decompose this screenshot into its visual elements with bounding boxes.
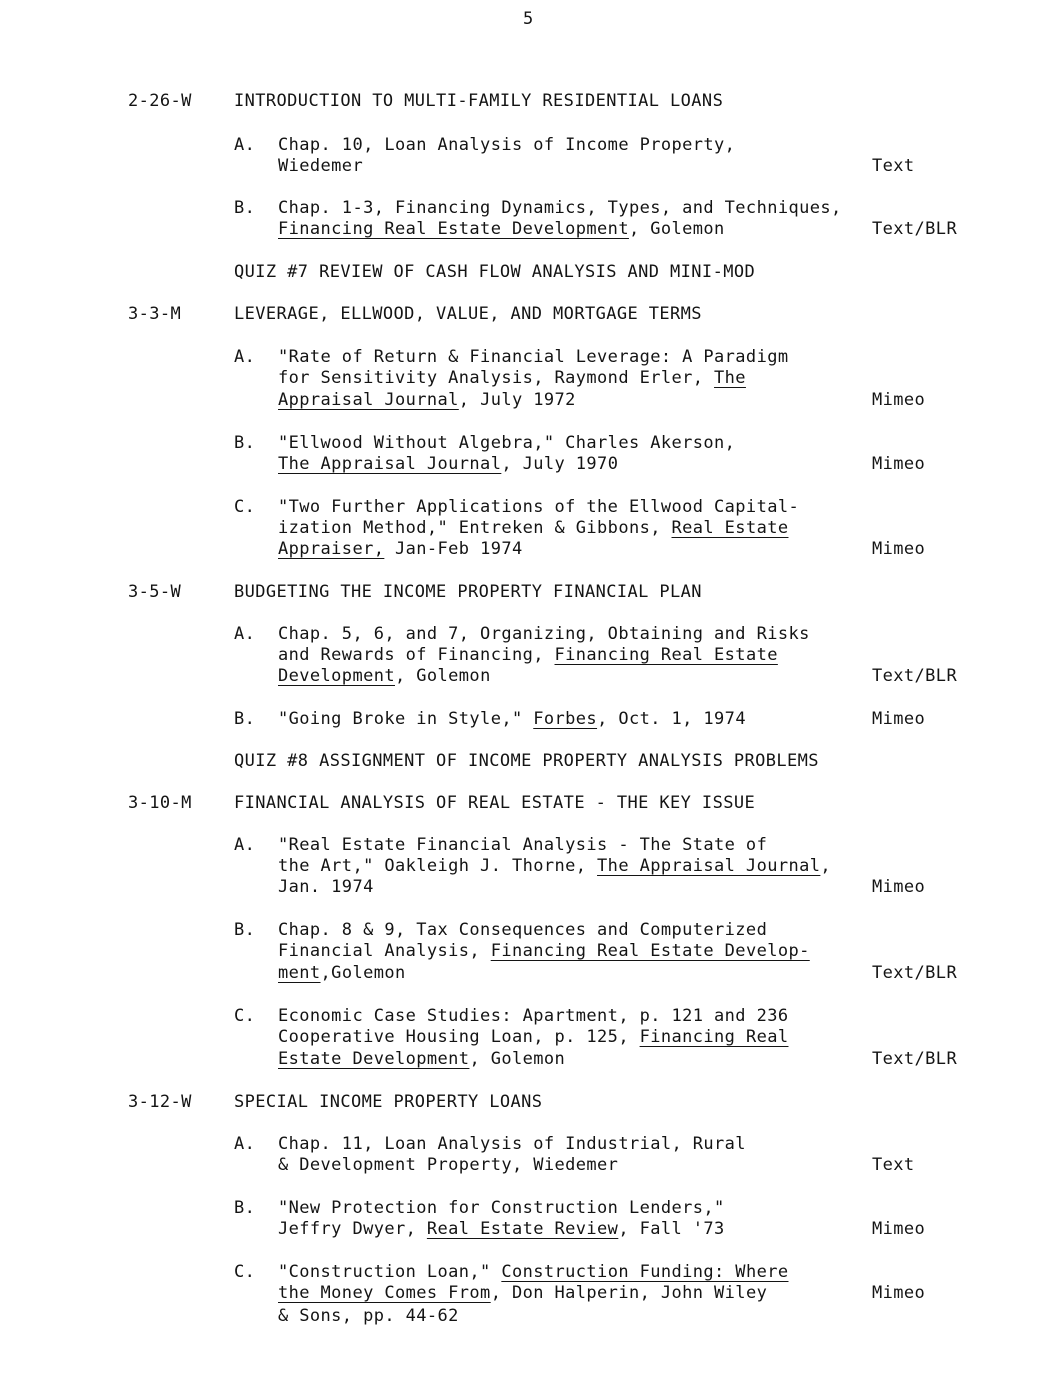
reading-text: , July 1972	[458, 390, 576, 410]
source-type: Mimeo	[872, 454, 926, 474]
reading-line	[278, 370, 746, 387]
underlined-title: The	[714, 368, 746, 388]
reading-text: Jeffry Dwyer,	[278, 1219, 427, 1239]
session-title: LEVERAGE, ELLWOOD, VALUE, AND MORTGAGE TERMS	[234, 304, 702, 324]
reading-line	[278, 922, 767, 939]
reading-text: "Rate of Return & Financial Leverage: A Paradigm	[278, 347, 789, 367]
item-letter: B.	[234, 1198, 256, 1218]
underlined-title: the Money Comes From	[278, 1283, 491, 1303]
source-type: Text	[872, 1155, 915, 1175]
reading-line	[278, 837, 767, 854]
item-letter: A.	[234, 624, 256, 644]
reading-line	[278, 1221, 725, 1238]
reading-line	[278, 668, 491, 685]
reading-text: Jan. 1974	[278, 877, 374, 897]
source-type: Mimeo	[872, 709, 926, 729]
underlined-title: Real Estate Review	[426, 1219, 619, 1239]
page-number: 5	[523, 9, 534, 29]
underlined-title: The Appraisal Journal	[278, 454, 502, 474]
reading-line	[278, 456, 618, 473]
session-date: 3-5-W	[128, 582, 182, 602]
session-date: 3-3-M	[128, 304, 182, 324]
item-letter: C.	[234, 1262, 256, 1282]
reading-line	[278, 1008, 788, 1025]
underlined-title: ment	[278, 963, 321, 983]
source-type: Mimeo	[872, 539, 926, 559]
reading-text: "New Protection for Construction Lenders,"	[278, 1198, 725, 1218]
source-type: Mimeo	[872, 877, 926, 897]
reading-text: ,Golemon	[320, 963, 406, 983]
reading-line	[278, 349, 788, 366]
reading-line	[278, 1200, 725, 1217]
reading-text: "Going Broke in Style,"	[278, 709, 534, 729]
reading-line	[278, 1029, 788, 1046]
item-letter: B.	[234, 433, 256, 453]
quiz-line: QUIZ #7 REVIEW OF CASH FLOW ANALYSIS AND MINI-MOD	[234, 262, 756, 282]
item-letter: B.	[234, 920, 256, 940]
reading-text: ,	[820, 856, 832, 876]
underlined-title: Appraiser,	[278, 539, 385, 559]
underlined-title: Financing Real Estate	[554, 645, 778, 665]
reading-text: , Fall '73	[618, 1219, 725, 1239]
reading-line	[278, 711, 746, 728]
reading-text: Economic Case Studies: Apartment, p. 121 and 236	[278, 1006, 789, 1026]
item-letter: B.	[234, 198, 256, 218]
item-letter: C.	[234, 497, 256, 517]
reading-text: Cooperative Housing Loan, p. 125,	[278, 1027, 640, 1047]
reading-text: the Art," Oakleigh J. Thorne,	[278, 856, 598, 876]
reading-text: & Development Property, Wiedemer	[278, 1155, 619, 1175]
underlined-title: Financing Real	[639, 1027, 789, 1047]
session-date: 3-10-M	[128, 793, 192, 813]
reading-text: for Sensitivity Analysis, Raymond Erler,	[278, 368, 715, 388]
reading-text: , Don Halperin, John Wiley	[490, 1283, 768, 1303]
reading-line	[278, 541, 523, 558]
underlined-title: Financing Real Estate Development	[278, 219, 629, 239]
reading-text: & Sons, pp. 44-62	[278, 1306, 459, 1326]
reading-text: ization Method," Entreken & Gibbons,	[278, 518, 672, 538]
item-letter: C.	[234, 1006, 256, 1026]
underlined-title: Construction Funding: Where	[501, 1262, 789, 1282]
reading-line	[278, 520, 788, 537]
underlined-title: Development	[278, 666, 395, 686]
reading-line	[278, 221, 725, 238]
item-letter: A.	[234, 135, 256, 155]
reading-line	[278, 943, 810, 960]
reading-text: , Golemon	[628, 219, 725, 239]
reading-line	[278, 626, 810, 643]
source-type: Text	[872, 156, 915, 176]
reading-line	[278, 1308, 459, 1325]
reading-line	[278, 158, 363, 175]
source-type: Text/BLR	[872, 219, 958, 239]
source-type: Mimeo	[872, 1283, 926, 1303]
reading-line	[278, 200, 842, 217]
item-letter: A.	[234, 1134, 256, 1154]
underlined-title: Estate Development	[278, 1049, 470, 1069]
reading-text: Chap. 11, Loan Analysis of Industrial, Rural	[278, 1134, 746, 1154]
source-type: Text/BLR	[872, 963, 958, 983]
underlined-title: Appraisal Journal	[278, 390, 459, 410]
reading-line	[278, 965, 406, 982]
reading-text: "Real Estate Financial Analysis - The State of	[278, 835, 768, 855]
reading-text: Jan-Feb 1974	[384, 539, 523, 559]
reading-text: "Construction Loan,"	[278, 1262, 502, 1282]
reading-line	[278, 137, 735, 154]
reading-text: and Rewards of Financing,	[278, 645, 555, 665]
quiz-line: QUIZ #8 ASSIGNMENT OF INCOME PROPERTY ANALYSIS PROBLEMS	[234, 751, 819, 771]
source-type: Mimeo	[872, 1219, 926, 1239]
underlined-title: Real Estate	[671, 518, 789, 538]
reading-text: Wiedemer	[278, 156, 364, 176]
reading-text: Chap. 10, Loan Analysis of Income Property,	[278, 135, 736, 155]
reading-text: Chap. 8 & 9, Tax Consequences and Computerized	[278, 920, 768, 940]
reading-line	[278, 1136, 746, 1153]
item-letter: A.	[234, 835, 256, 855]
source-type: Text/BLR	[872, 1049, 958, 1069]
reading-text: , Golemon	[394, 666, 491, 686]
reading-line	[278, 1051, 565, 1068]
source-type: Mimeo	[872, 390, 926, 410]
reading-line	[278, 1157, 618, 1174]
session-title: FINANCIAL ANALYSIS OF REAL ESTATE - THE KEY ISSUE	[234, 793, 756, 813]
underlined-title: Financing Real Estate Develop-	[490, 941, 810, 961]
session-title: INTRODUCTION TO MULTI-FAMILY RESIDENTIAL LOANS	[234, 91, 724, 111]
reading-text: "Two Further Applications of the Ellwood Capital-	[278, 497, 800, 517]
session-date: 2-26-W	[128, 91, 192, 111]
reading-line	[278, 647, 778, 664]
reading-text: , Oct. 1, 1974	[597, 709, 746, 729]
reading-text: , Golemon	[469, 1049, 566, 1069]
underlined-title: Forbes	[533, 709, 598, 729]
underlined-title: The Appraisal Journal	[597, 856, 821, 876]
reading-text: Chap. 5, 6, and 7, Organizing, Obtaining and Risks	[278, 624, 810, 644]
reading-line	[278, 1285, 767, 1302]
reading-line	[278, 392, 576, 409]
reading-line	[278, 858, 831, 875]
session-title: SPECIAL INCOME PROPERTY LOANS	[234, 1092, 543, 1112]
item-letter: A.	[234, 347, 256, 367]
session-date: 3-12-W	[128, 1092, 192, 1112]
reading-text: Financial Analysis,	[278, 941, 491, 961]
reading-line	[278, 435, 735, 452]
reading-text: "Ellwood Without Algebra," Charles Akerson,	[278, 433, 736, 453]
item-letter: B.	[234, 709, 256, 729]
reading-line	[278, 1264, 789, 1281]
reading-text: Chap. 1-3, Financing Dynamics, Types, and Techniques,	[278, 198, 842, 218]
reading-line	[278, 499, 799, 516]
source-type: Text/BLR	[872, 666, 958, 686]
reading-line	[278, 879, 374, 896]
session-title: BUDGETING THE INCOME PROPERTY FINANCIAL PLAN	[234, 582, 702, 602]
reading-text: , July 1970	[501, 454, 619, 474]
